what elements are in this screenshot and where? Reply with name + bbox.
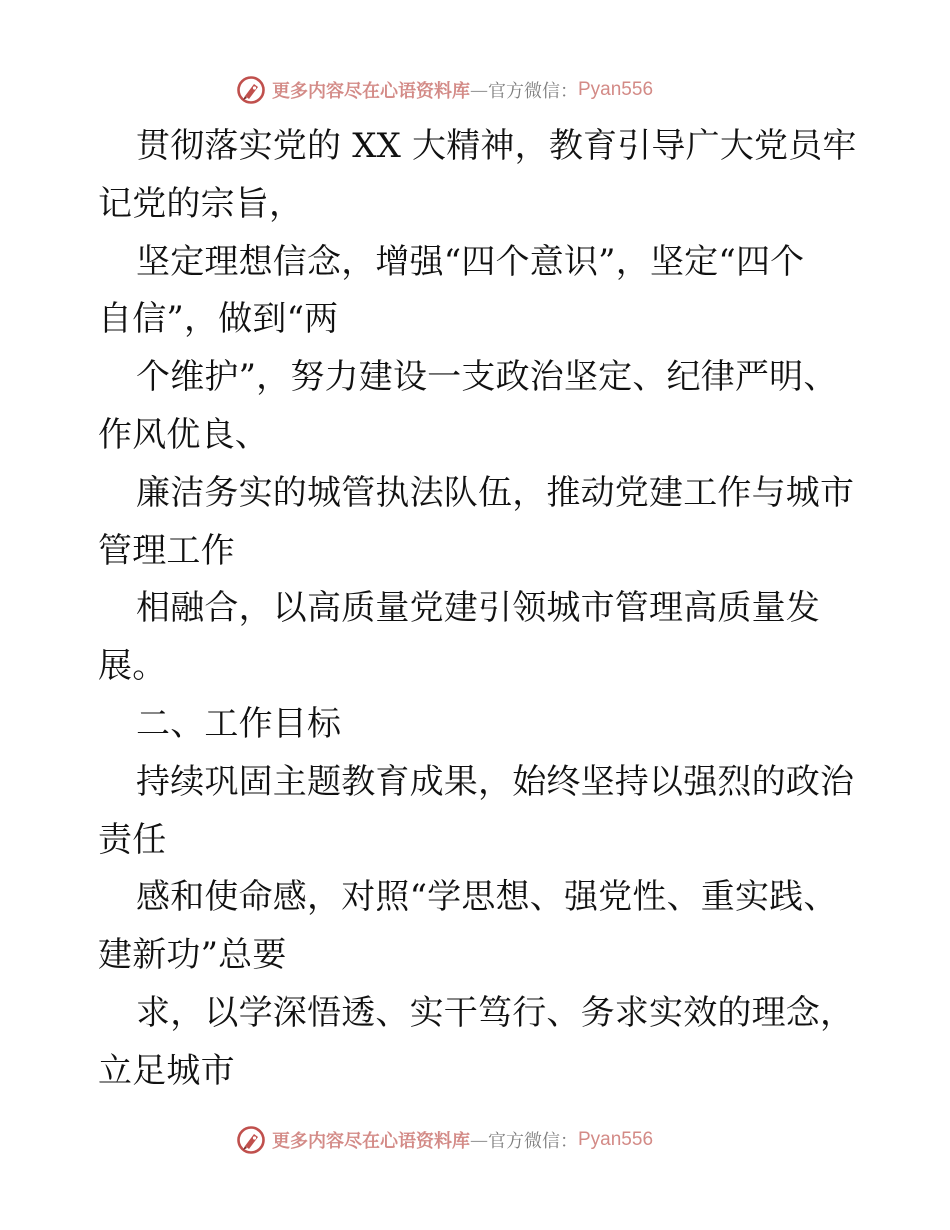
banner-wechat-label: 官方微信： xyxy=(488,1131,578,1152)
text-line: 作风优良、 xyxy=(98,414,269,455)
text-line: 立足城市 xyxy=(98,1050,235,1091)
text-line: 管理工作 xyxy=(98,530,235,571)
banner-dash: — xyxy=(470,1129,488,1151)
banner-dash: — xyxy=(470,79,488,101)
footer-banner xyxy=(236,1122,653,1158)
banner-wechat-id: Pyan556 xyxy=(578,1129,654,1150)
text-line: 坚定理想信念，增强“四个意识”，坚定“四个 xyxy=(136,241,805,282)
text-line: 二、工作目标 xyxy=(136,703,342,744)
pen-nib-logo-icon xyxy=(236,75,266,105)
text-line: 贯彻落实党的 XX 大精神，教育引导广大党员牢 xyxy=(136,126,857,166)
text-line: 感和使命感，对照“学思想、强党性、重实践、 xyxy=(136,877,838,918)
text-line: 求，以学深悟透、实干笃行、务求实效的理念， xyxy=(136,992,855,1033)
text-line: 廉洁务实的城管执法队伍，推动党建工作与城市 xyxy=(136,472,855,513)
text-line: 个维护”，努力建设一支政治坚定、纪律严明、 xyxy=(136,357,838,398)
banner-wechat-id: Pyan556 xyxy=(578,79,654,100)
text-line: 责任 xyxy=(98,819,167,860)
pen-nib-logo-icon xyxy=(236,1125,266,1155)
text-line: 持续巩固主题教育成果，始终坚持以强烈的政治 xyxy=(136,761,855,802)
text-line: 展。 xyxy=(98,646,167,687)
banner-main-text: 更多内容尽在心语资料库 xyxy=(272,1131,470,1152)
text-line: 相融合，以高质量党建引领城市管理高质量发 xyxy=(136,588,820,629)
banner-main-text: 更多内容尽在心语资料库 xyxy=(272,81,470,102)
text-line: 自信”，做到“两 xyxy=(98,299,339,340)
header-banner xyxy=(236,72,653,108)
document-body xyxy=(98,118,858,1101)
text-line: 记党的宗旨， xyxy=(98,183,304,224)
banner-wechat-label: 官方微信： xyxy=(488,81,578,102)
text-line: 建新功”总要 xyxy=(98,935,287,976)
